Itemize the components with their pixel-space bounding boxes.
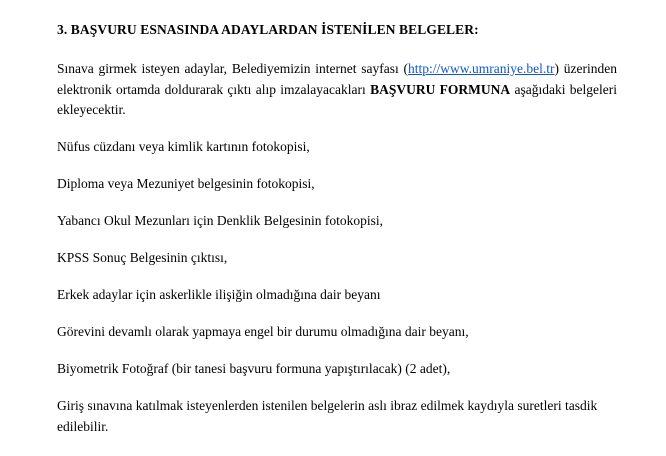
- application-form-label: BAŞVURU FORMUNA: [370, 81, 511, 97]
- document-item-certification-note: Giriş sınavına katılmak isteyenlerden istenilen belgelerin aslı ibraz edilmek kaydıyla suretleri tasdik edilebilir.: [57, 398, 598, 434]
- intro-text-end: aşağıdaki belgeleri ekleyecektir.: [57, 81, 617, 117]
- document-item-military: Erkek adaylar için askerlikle ilişiğin olmadığına dair beyanı: [57, 286, 381, 302]
- intro-text-start: Sınava girmek isteyen adaylar, Belediyemizin internet sayfası (: [57, 61, 409, 76]
- document-item-photo: Biyometrik Fotoğraf (bir tanesi başvuru formuna yapıştırılacak) (2 adet),: [57, 361, 451, 377]
- document-item-diploma: Diploma veya Mezuniyet belgesinin fotokopisi,: [57, 175, 315, 191]
- document-item-kpss: KPSS Sonuç Belgesinin çıktısı,: [57, 249, 228, 265]
- section-heading: 3. BAŞVURU ESNASINDA ADAYLARDAN İSTENİLEN BELGELER:: [57, 22, 479, 37]
- intro-paragraph: [57, 59, 617, 121]
- document-item-equivalence: Yabancı Okul Mezunları için Denklik Belgesinin fotokopisi,: [57, 212, 383, 228]
- document-page: [57, 22, 617, 437]
- document-item-id-copy: Nüfus cüzdanı veya kimlik kartının fotokopisi,: [57, 138, 310, 154]
- intro-text-middle: ) üzerinden elektronik ortamda doldurarak çıktı alıp imzalayacakları: [57, 61, 618, 97]
- document-item-health: Görevini devamlı olarak yapmaya engel bir durumu olmadığına dair beyanı,: [57, 323, 469, 339]
- website-link[interactable]: http://www.umraniye.bel.tr: [408, 61, 555, 76]
